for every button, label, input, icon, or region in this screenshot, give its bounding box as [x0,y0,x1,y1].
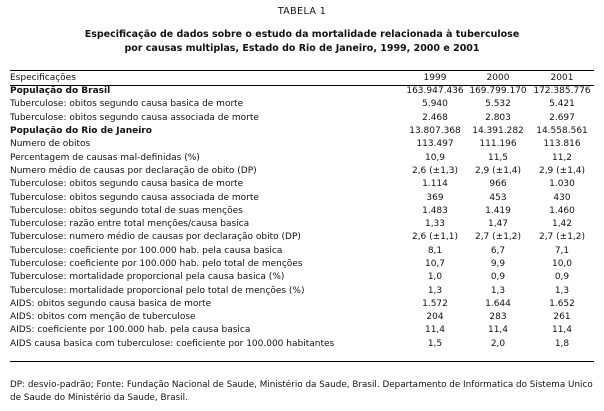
row-value: 6,7 [490,245,506,256]
row-value: 1.572 [422,298,448,309]
row-label: Tuberculose: obitos segundo causa basica de morte [10,99,244,110]
row-label: Numero de obitos [10,139,91,150]
row-value: 11,2 [551,152,573,163]
row-label: AIDS: obitos com menção de tuberculose [10,312,196,323]
row-value: 5.940 [422,99,448,110]
row-value: 8,1 [427,245,443,256]
row-value: 1,42 [551,219,573,230]
mortality-table [10,71,594,351]
footnote: DP: desvio-padrão; Fonte: Fundação Nacional de Saude, Ministério da Saude, Brasil. Departamento de Informatica do Sistema Unico de Saude do Ministério da Saude, Brasil. [10,380,593,403]
row-label: AIDS: coeficiente por 100.000 hab. pela causa basica [10,325,251,336]
row-value: 966 [489,179,507,190]
table-row [10,218,594,231]
row-label: Tuberculose: numero médio de causas por declaração obito (DP) [10,232,301,243]
table-row [10,245,594,258]
row-value: 11,4 [424,325,446,336]
row-value: 369 [426,192,444,203]
row-value: 14.391.282 [472,126,524,137]
row-value: 1,3 [490,285,506,296]
table-row [10,138,594,151]
table-row [10,98,594,111]
header-cell: Especificações [10,72,76,83]
table-row [10,151,594,164]
row-value: 1,3 [554,285,570,296]
header-row [10,71,594,85]
row-value: 1,33 [424,219,446,230]
row-value: 1,8 [554,338,570,349]
row-value: 1,3 [427,285,443,296]
row-label: Tuberculose: coeficiente por 100.000 hab. pelo total de menções [10,259,303,269]
row-value: 283 [489,312,507,323]
row-value: 2,6 (±1,1) [411,232,459,243]
row-value: 13.807.368 [409,126,461,137]
row-value: 5.532 [485,99,511,110]
row-value: 453 [489,192,507,203]
table-row [10,338,594,351]
row-label: Tuberculose: obitos segundo total de suas menções [10,205,243,216]
row-value: 169.799.170 [469,86,527,97]
row-value: 1,5 [427,338,443,349]
table-row [10,112,594,125]
row-value: 10,0 [551,259,573,269]
row-label: AIDS: obitos segundo causa basica de morte [10,298,212,309]
table-caption: TABELA 1 [277,6,327,17]
row-value: 1.460 [549,205,575,216]
row-value: 2.803 [485,112,511,123]
row-value: 9,9 [490,259,506,269]
table-row [10,231,594,244]
row-value: 1.419 [485,205,511,216]
row-value: 2.697 [549,112,575,123]
table-row [10,125,594,138]
row-value: 5.421 [549,99,575,110]
row-value: 1.483 [422,205,448,216]
row-value: 7,1 [554,245,570,256]
row-value: 1.030 [549,179,575,190]
row-value: 0,9 [554,272,570,283]
row-label: Percentagem de causas mal-definidas (%) [10,152,200,163]
table-row [10,258,594,271]
row-value: 113.497 [416,139,454,150]
row-value: 111.196 [479,139,517,150]
row-value: 430 [553,192,571,203]
table-row [10,165,594,178]
row-value: 0,9 [490,272,506,283]
row-value: 1,47 [487,219,509,230]
header-cell: 1999 [423,72,447,83]
row-label: Numero médio de causas por declaração de obito (DP) [10,165,257,176]
bottom-rule [10,361,594,362]
table-row [10,298,594,311]
row-value: 11,5 [487,152,509,163]
row-value: 172.385.776 [533,86,591,97]
table-row [10,191,594,204]
row-label: Tuberculose: coeficiente por 100.000 hab. pela causa basica [10,245,283,256]
row-value: 204 [426,312,444,323]
row-value: 1.114 [422,179,448,190]
table-title [0,28,604,56]
row-label: População do Brasil [10,86,111,97]
row-value: 1.644 [485,298,511,309]
table-row [10,205,594,218]
row-value: 2,9 (±1,4) [538,165,586,176]
row-value: 2,7 (±1,2) [538,232,586,243]
table-title-line-1: Especificação de dados sobre o estudo da mortalidade relacionada à tuberculose [84,29,520,40]
row-value: 1,0 [427,272,443,283]
row-label: Tuberculose: mortalidade proporcional pelo total de menções (%) [10,285,305,296]
row-label: Tuberculose: mortalidade proporcional pela causa basica (%) [10,272,285,283]
row-value: 261 [553,312,571,323]
row-label: Tuberculose: razão entre total menções/causa basica [10,219,250,230]
row-value: 11,4 [551,325,573,336]
row-value: 11,4 [487,325,509,336]
table-row [10,284,594,297]
table-row [10,178,594,191]
table-row [10,85,594,98]
row-label: Tuberculose: obitos segundo causa associada de morte [10,112,259,123]
row-value: 2,0 [490,338,506,349]
table-title-line-2: por causas multiplas, Estado do Rio de Janeiro, 1999, 2000 e 2001 [124,43,480,54]
header-cell: 2001 [550,72,574,83]
row-label: Tuberculose: obitos segundo causa basica de morte [10,179,244,190]
row-value: 163.947.436 [406,86,464,97]
row-value: 14.558.561 [536,126,588,137]
row-value: 10,9 [424,152,446,163]
table-row [10,324,594,337]
row-value: 2.468 [422,112,448,123]
table-row [10,311,594,324]
row-label: Tuberculose: obitos segundo causa associada de morte [10,192,259,203]
row-value: 2,7 (±1,2) [474,232,522,243]
row-value: 1.652 [549,298,575,309]
row-label: População do Rio de Janeiro [10,126,152,137]
row-label: AIDS causa basica com tuberculose: coeficiente por 100.000 habitantes [10,338,335,349]
row-value: 2,9 (±1,4) [474,165,522,176]
row-value: 113.816 [543,139,581,150]
header-cell: 2000 [486,72,510,83]
row-value: 2,6 (±1,3) [411,165,459,176]
row-value: 10,7 [424,259,446,269]
table-row [10,271,594,284]
